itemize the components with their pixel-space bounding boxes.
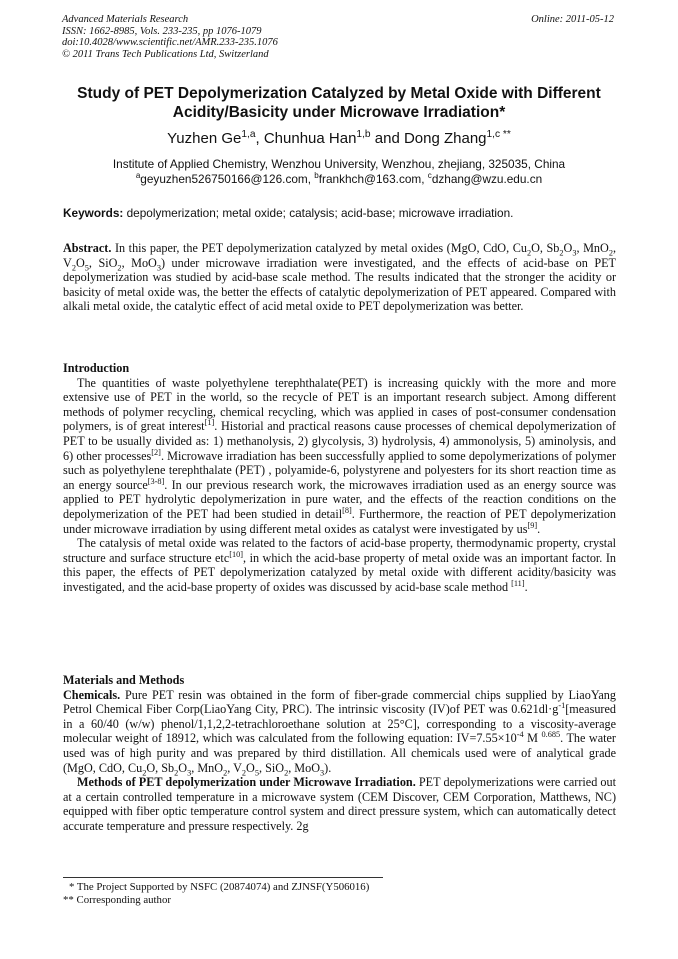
email-b: frankhch@163.com, <box>318 172 428 186</box>
emails: $^a$geyuzhen526750166@126.com, $^b$frankhch@163.com, $^c$dzhang@wzu.edu.cn <box>135 171 543 186</box>
author-3-sup: 1,c ** <box>486 129 511 140</box>
email-a: geyuzhen526750166@126.com, <box>140 172 315 186</box>
introduction-section <box>63 361 616 595</box>
online-date: Online: 2011-05-12 <box>531 14 614 25</box>
methods-heading: Materials and Methods <box>63 673 185 687</box>
introduction-heading: Introduction <box>63 361 130 375</box>
abstract: Abstract. In this paper, the PET depolymerization catalyzed by metal oxides (MgO, CdO, $Cu_2O$, $Sb_2O_3$, MnO$_2$, $V_2O_5$, SiO$_2$, MoO$_3$) under microwave irradiation were investigated, and the effects of acid-base on PET depolymerization was studied by acid-base scale method. The results indicated that the stronger the acidity or basicity of metal oxide was, the better the effects of catalytic depolymerization of PET appeared. Compared with alkali metal oxide, the catalytic effect of acid metal oxide to PET depolymerization was better. <box>63 241 617 314</box>
citation: [2] <box>151 447 161 457</box>
abstract-label: Abstract. <box>63 241 112 255</box>
citation: [3-8] <box>147 476 165 486</box>
citation: [10] <box>229 549 244 559</box>
citation: [9] <box>527 520 538 530</box>
email-c: dzhang@wzu.edu.cn <box>431 172 543 186</box>
keywords-text: depolymerization; metal oxide; catalysis; acid-base; microwave irradiation. <box>123 206 514 220</box>
author-1: Yuzhen Ge <box>167 130 242 147</box>
journal-header <box>62 14 278 60</box>
intro-paragraph-2: The catalysis of metal oxide was related to the factors of acid-base property, thermodynamic property, crystal structure and surface structure etc[10], in which the acid-base property of metal oxide was an important factor. In this paper, the effects of PET depolymerization catalyzed by metal oxide with different acidity/basicity was investigated, and the acid-base property of oxides was discussed by acid-base scale method [11]. <box>63 536 616 594</box>
citation: [11] <box>511 578 525 588</box>
journal-name: Advanced Materials Research <box>62 14 189 25</box>
citation: [8] <box>342 505 352 515</box>
keywords <box>63 206 616 220</box>
author-2-sup: 1,b <box>356 129 371 140</box>
affiliation: Institute of Applied Chemistry, Wenzhou University, Wenzhou, zhejiang, 325035, China <box>112 157 566 171</box>
title-line-1: Study of PET Depolymerization Catalyzed by Metal Oxide with Different <box>77 85 601 102</box>
authors <box>40 130 638 148</box>
keywords-label: Keywords: <box>63 206 124 220</box>
footnotes <box>63 881 369 907</box>
methods-paragraph: Methods of PET depolymerization under Microwave Irradiation. PET depolymerizations were carried out at a certain controlled temperature in a microwave system (CEM Discover, CEM Corporation, Matthews, NC) equipped with fiber optic temperature control system and direct pressure system, which can automatically detect accurate temperature and pressure respectively. 2g <box>63 775 616 833</box>
methods-section <box>63 673 616 834</box>
chemicals-label: Chemicals. <box>63 687 121 702</box>
doi: doi:10.4028/www.scientific.net/AMR.233-235.1076 <box>62 37 278 49</box>
issn: ISSN: 1662-8985, Vols. 233-235, pp 1076-1079 <box>62 25 262 37</box>
methods-label: Methods of PET depolymerization under Microwave Irradiation. <box>77 775 416 790</box>
author-3: and Dong Zhang <box>370 130 487 147</box>
author-1-sup: 1,a <box>241 129 256 140</box>
title-line-2: Acidity/Basicity under Microwave Irradiation* <box>172 104 506 121</box>
author-2: , Chunhua Han <box>255 130 357 147</box>
copyright: © 2011 Trans Tech Publications Ltd, Switzerland <box>62 48 269 60</box>
intro-paragraph-1: The quantities of waste polyethylene terephthalate(PET) is increasing quickly with the more and more extensive use of PET in the world, so the recycle of PET is an important research subject. Among different methods of polymer recycling, chemical recycling, which was applied in cases of post-consumer condensation polymers, is of great interest[1]. Historial and practical reasons cause processes of chemical depolymerization of PET to be usually divided as: 1) methanolysis, 2) glycolysis, 3) hydrolysis, 4) ammonolysis, 5) aminolysis, and 6) other processes[2]. Microwave irradiation has been successfully applied to some depolymerizations of polymer such as polyethylene terephthalate (PET) , polyamide-6, polystyrene and polyesters for its short reaction time as an energy source[3-8]. In our previous research work, the microwaves irradiation used as an energy source was applied to PET hydrolytic depolymerization in pure water, and the effects of the reaction conditions on the depolymerization of the PET had been studied in detail[8]. Furthermore, the reaction of PET depolymerization under microwave irradiation by using different metal oxides as catalyst were investigated by us[9]. <box>63 375 616 536</box>
footnote-corresponding: ** Corresponding author <box>63 894 171 906</box>
footnote-project: * The Project Supported by NSFC (20874074) and ZJNSF(Y506016) <box>69 881 370 893</box>
footnote-divider <box>63 877 383 878</box>
citation: [1] <box>204 418 215 428</box>
chemicals-paragraph: Chemicals. Pure PET resin was obtained in the form of fiber-grade commercial chips supplied by LiaoYang Petrol Chemical Fiber Corp(LiaoYang City, PRC). The intrinsic viscosity (IV)of PET was $0.621dl\cdot g^{-1}[measured$ in a 60/40 (w/w) phenol/1,1,2,2-tetrachloroethane solution at 25°C], corresponding to a viscosity-average molecular weight of 18912, which was calculated from the following equation: $IV=7.55\times 10^{-4}$ M $^{0.685}$. The water used was of high purity and was prepared by third distillation. All chemicals used were of analytical grade (MgO, CdO, $Cu_2O$, $Sb_2O_3$, MnO$_2$, $V_2O_5$, SiO$_2$, MoO$_3$). <box>63 687 616 777</box>
paper-title <box>40 84 638 122</box>
affiliation-block <box>40 157 638 187</box>
